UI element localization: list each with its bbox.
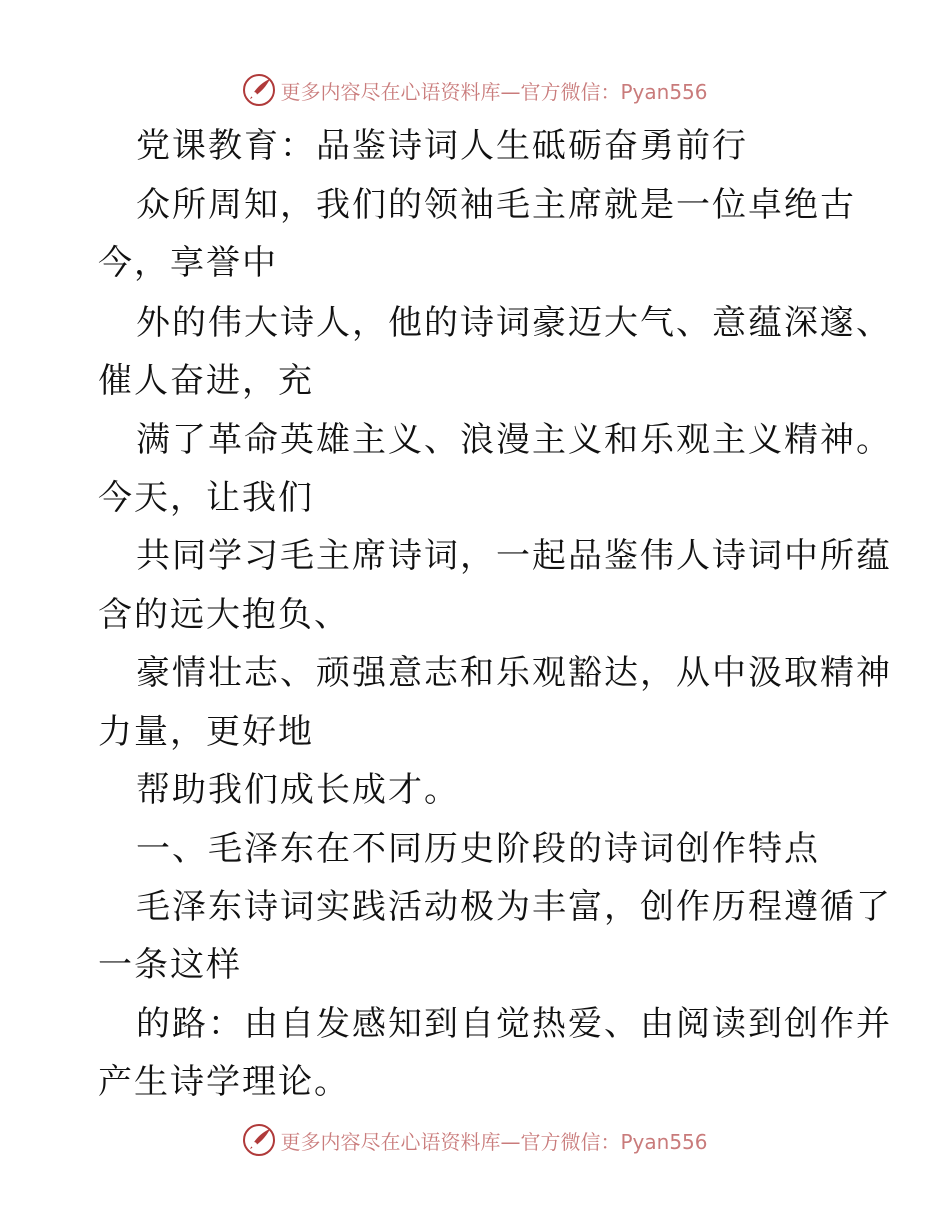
watermark-text: [280, 1126, 707, 1155]
paragraph-line: 毛泽东诗词实践活动极为丰富，创作历程遵循了: [136, 887, 892, 927]
paragraph-line: 力量，更好地: [98, 712, 314, 752]
paragraph-line: 豪情壮志、顽强意志和乐观豁达，从中汲取精神: [136, 653, 892, 693]
feather-pen-logo-icon: [242, 73, 276, 107]
watermark-label: 更多内容尽在心语资料库—官方微信：: [280, 79, 621, 104]
paragraph-line: 众所周知，我们的领袖毛主席就是一位卓绝古: [136, 185, 856, 225]
paragraph-line: 共同学习毛主席诗词，一起品鉴伟人诗词中所蕴: [136, 536, 892, 576]
paragraph-line: 催人奋进，充: [98, 361, 314, 401]
watermark-wechat-id: Pyan556: [620, 79, 708, 104]
paragraph-line: 含的远大抱负、: [98, 595, 350, 635]
paragraph-line: 帮助我们成长成才。: [136, 770, 460, 810]
paragraph-line: 外的伟大诗人，他的诗词豪迈大气、意蕴深邃、: [136, 303, 892, 343]
watermark-label: 更多内容尽在心语资料库—官方微信：: [280, 1129, 621, 1154]
paragraph-line: 的路：由自发感知到自觉热爱、由阅读到创作并: [136, 1004, 892, 1044]
watermark-wechat-id: Pyan556: [620, 1129, 708, 1154]
paragraph-line: 满了革命英雄主义、浪漫主义和乐观主义精神。: [136, 420, 892, 460]
paragraph-line: 今，享誉中: [98, 243, 278, 283]
paragraph-line: 一条这样: [98, 945, 242, 985]
paragraph-line: 产生诗学理论。: [98, 1062, 350, 1102]
section-heading: 一、毛泽东在不同历史阶段的诗词创作特点: [136, 829, 820, 869]
header-watermark-banner: [0, 70, 950, 110]
paragraph-line: 今天，让我们: [98, 478, 314, 518]
watermark-text: [280, 76, 707, 105]
footer-watermark-banner: [0, 1120, 950, 1160]
document-title: 党课教育：品鉴诗词人生砥砺奋勇前行: [136, 126, 748, 166]
feather-pen-logo-icon: [242, 1123, 276, 1157]
